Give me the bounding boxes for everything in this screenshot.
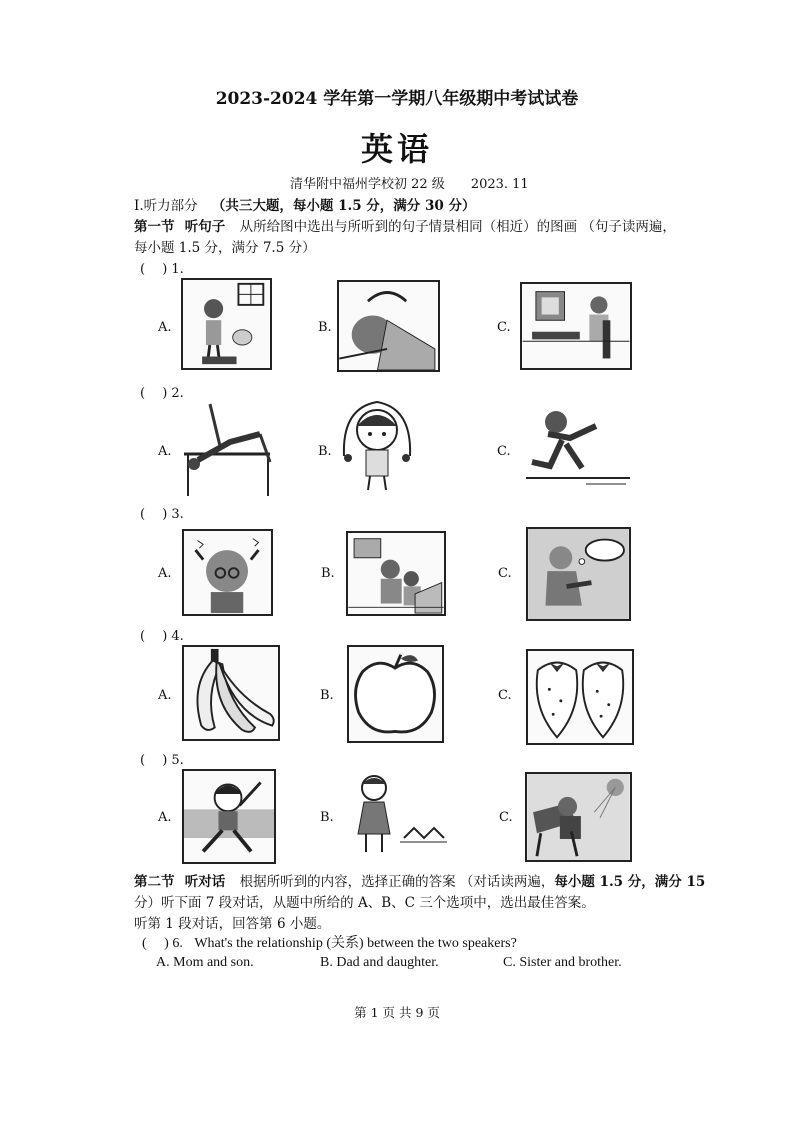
section2-instruction-bold: 每小题 1.5 分，满分 15: [554, 874, 706, 890]
option-label: C.: [497, 444, 511, 459]
section2-label: 第二节: [134, 874, 175, 890]
option-label: C.: [498, 688, 512, 703]
option-label: A.: [158, 320, 172, 335]
section1-label: 第一节: [134, 219, 175, 235]
bananas-picture: [182, 645, 280, 741]
school-line: [290, 173, 529, 192]
question-number: ( ) 3.: [140, 507, 184, 522]
option-label: C.: [498, 566, 512, 581]
exam-title: 2023-2024 学年第一学期八年级期中考试试卷: [215, 89, 579, 109]
section1-instruction-a: 从所给图中选出与所听到的句子情景相同（相近）的图画 （句子读两遍，: [239, 219, 676, 235]
girl-covering-mouth-picture: [181, 278, 272, 370]
option-text: Mom and son.: [173, 955, 254, 970]
question-number: ( ) 5.: [140, 753, 184, 768]
question-number: ( ) 1.: [140, 262, 184, 277]
section2-name: 听对话: [184, 874, 226, 890]
section2-line: [134, 870, 705, 890]
option-label: C.: [497, 320, 511, 335]
person-on-bench-picture: [525, 772, 632, 862]
option-label: C.: [499, 810, 513, 825]
boy-long-jump-picture: [526, 404, 630, 494]
option-label: A.: [158, 810, 172, 825]
apple-picture: [347, 645, 444, 743]
option-label: B.: [320, 688, 334, 703]
person-in-messy-room-picture: [346, 531, 446, 616]
part1-info: （共三大题，每小题 1.5 分，满分 30 分）: [211, 198, 476, 214]
boy-sleeping-at-desk-picture: [337, 280, 440, 372]
girl-dancing-picture: [344, 772, 447, 858]
option-label: A.: [158, 688, 172, 703]
answer-option-b: [320, 955, 439, 971]
option-label: B.: [320, 810, 334, 825]
option-letter: A.: [156, 955, 170, 970]
exam-date: 2023. 11: [470, 177, 529, 192]
boy-at-computer-picture: [520, 282, 632, 370]
part1-heading: [134, 194, 476, 214]
option-text: Sister and brother.: [519, 955, 622, 970]
school-name: 清华附中福州学校初 22 级: [290, 177, 445, 192]
subject-title: 英语: [360, 130, 433, 168]
option-label: B.: [318, 320, 332, 335]
option-letter: C.: [503, 955, 516, 970]
answer-option-a: [156, 955, 254, 971]
question-6: [142, 932, 517, 952]
answer-option-c: [503, 955, 622, 971]
section2-instruction-a: 根据所听到的内容，选择正确的答案 （对话读两遍，: [239, 874, 555, 890]
section1-instruction-b: 每小题 1.5 分，满分 7.5 分）: [134, 240, 316, 256]
question-number: ( ) 6.: [142, 936, 183, 951]
dialog-note: 听第 1 段对话，回答第 6 小题。: [134, 916, 331, 932]
question-text: What's the relationship (关系) between the two speakers?: [194, 936, 517, 951]
section1-line: [134, 215, 676, 235]
section1-name: 听句子: [184, 219, 226, 235]
question-number: ( ) 4.: [140, 629, 184, 644]
part1-title: I.听力部分: [134, 198, 198, 214]
option-letter: B.: [320, 955, 333, 970]
boy-exercising-picture: [182, 769, 276, 864]
option-label: B.: [318, 444, 332, 459]
option-label: A.: [158, 566, 172, 581]
option-label: B.: [321, 566, 335, 581]
question-number: ( ) 2.: [140, 386, 184, 401]
man-with-headache-picture: [182, 529, 273, 616]
girl-jumping-rope-picture: [338, 398, 416, 496]
page-number: 第 1 页 共 9 页: [354, 1005, 440, 1020]
section2-instruction-b: 分）听下面 7 段对话，从题中所给的 A、B、C 三个选项中，选出最佳答案。: [134, 895, 595, 911]
option-label: A.: [158, 444, 172, 459]
strawberries-picture: [526, 649, 634, 745]
high-jump-picture: [180, 398, 275, 496]
option-text: Dad and daughter.: [336, 955, 439, 970]
person-thinking-picture: [526, 527, 631, 621]
